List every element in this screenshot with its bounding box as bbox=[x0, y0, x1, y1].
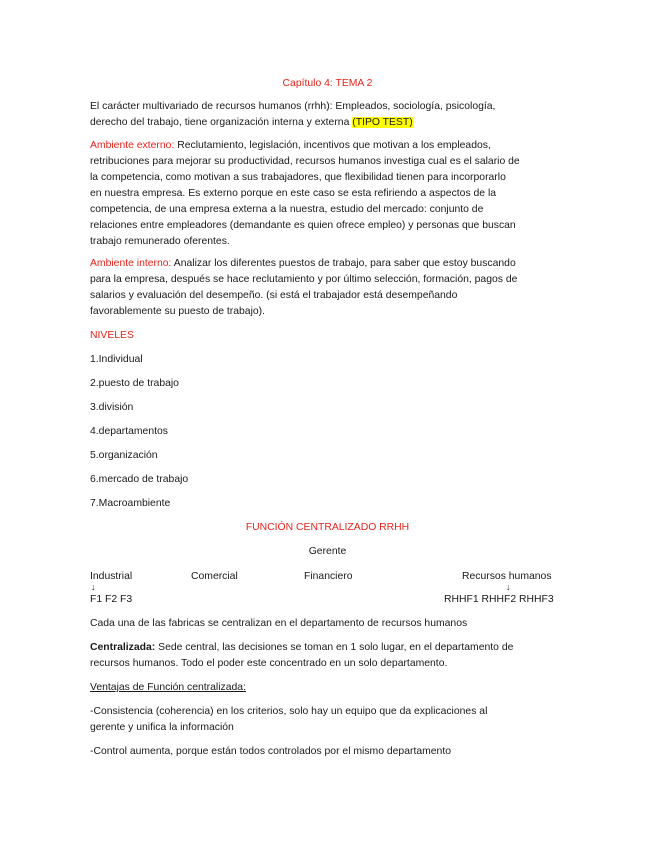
externo-line-2: retribuciones para mejorar su productividad, recursos humanos investiga cual es el salario de bbox=[90, 156, 520, 167]
centralizada-line-1 bbox=[90, 640, 568, 656]
externo-line-6: relaciones entre empleadores (demandante es quien ofrece empleo) y personas que buscan bbox=[90, 220, 516, 231]
nivel-item: 1.Individual bbox=[90, 354, 143, 365]
area-recursos-humanos: Recursos humanos bbox=[462, 571, 552, 582]
nivel-item: 7.Macroambiente bbox=[90, 498, 171, 509]
tipo-test-highlight: (TIPO TEST) bbox=[352, 117, 413, 128]
ventaja-1-line-2: gerente y unifica la información bbox=[90, 722, 234, 733]
arrow-down-icon: ↓ bbox=[506, 582, 511, 592]
intro-line-1: El carácter multivariado de recursos humanos (rrhh): Empleados, sociología, psicología, bbox=[90, 101, 496, 112]
centralizada-line-2: recursos humanos. Todo el poder este concentrado en un solo departamento. bbox=[90, 658, 448, 669]
ventaja-2: -Control aumenta, porque están todos controlados por el mismo departamento bbox=[90, 746, 451, 757]
intro-line-2 bbox=[90, 115, 568, 131]
area-industrial: Industrial bbox=[90, 571, 133, 582]
fabricas-list: F1 F2 F3 bbox=[90, 594, 133, 605]
niveles-heading: NIVELES bbox=[90, 330, 134, 341]
nivel-item: 2.puesto de trabajo bbox=[90, 378, 179, 389]
interno-line-4: favorablemente su puesto de trabajo). bbox=[90, 306, 266, 317]
interno-line-1 bbox=[90, 256, 568, 272]
externo-line-5: competencia, de una empresa externa a la nuestra, estudio del mercado: conjunto de bbox=[90, 204, 484, 215]
area-financiero: Financiero bbox=[304, 571, 353, 582]
intro-line-2-text: derecho del trabajo, tiene organización interna y externa bbox=[90, 117, 353, 128]
area-comercial: Comercial bbox=[191, 571, 238, 582]
funcion-heading: FUNCIÓN CENTRALIZADO RRHH bbox=[245, 522, 410, 533]
ventaja-1-line-1: -Consistencia (coherencia) en los criterios, solo hay un equipo que da explicaciones al bbox=[90, 706, 488, 717]
interno-text-1: Analizar los diferentes puestos de trabajo, para saber que estoy buscando bbox=[171, 258, 516, 269]
externo-line-1 bbox=[90, 138, 568, 154]
externo-line-3: la competencia, como motivan a sus trabajadores, que flexibilidad tienen para incorporarlo bbox=[90, 172, 506, 183]
rrhh-fabricas-list: RHHF1 RHHF2 RHHF3 bbox=[444, 594, 554, 605]
ventajas-heading: Ventajas de Función centralizada: bbox=[90, 682, 246, 693]
nivel-item: 3.división bbox=[90, 402, 134, 413]
nivel-item: 6.mercado de trabajo bbox=[90, 474, 189, 485]
interno-line-3: salarios y evaluación del desempeño. (si está el trabajador está desempeñando bbox=[90, 290, 458, 301]
cada-una-line: Cada una de las fabricas se centralizan en el departamento de recursos humanos bbox=[90, 618, 468, 629]
interno-label: Ambiente interno: bbox=[90, 258, 172, 269]
gerente-label: Gerente bbox=[308, 546, 347, 557]
centralizada-text-1: Sede central, las decisiones se toman en 1 solo lugar, en el departamento de bbox=[155, 642, 514, 653]
externo-line-7: trabajo remunerado oferentes. bbox=[90, 236, 230, 247]
externo-label: Ambiente externo: bbox=[90, 140, 175, 151]
externo-text-1: Reclutamiento, legislación, incentivos que motivan a los empleados, bbox=[174, 140, 491, 151]
nivel-item: 4.departamentos bbox=[90, 426, 168, 437]
centralizada-label: Centralizada: bbox=[90, 642, 156, 653]
externo-line-4: en nuestra empresa. Es externo porque en este caso se esta refiriendo a aspectos de la bbox=[90, 188, 497, 199]
nivel-item: 5.organización bbox=[90, 450, 158, 461]
interno-line-2: para la empresa, después se hace reclutamiento y por último selección, formación, pagos de bbox=[90, 274, 518, 285]
page-title: Capítulo 4: TEMA 2 bbox=[282, 78, 373, 89]
arrow-down-icon: ↓ bbox=[91, 582, 96, 592]
